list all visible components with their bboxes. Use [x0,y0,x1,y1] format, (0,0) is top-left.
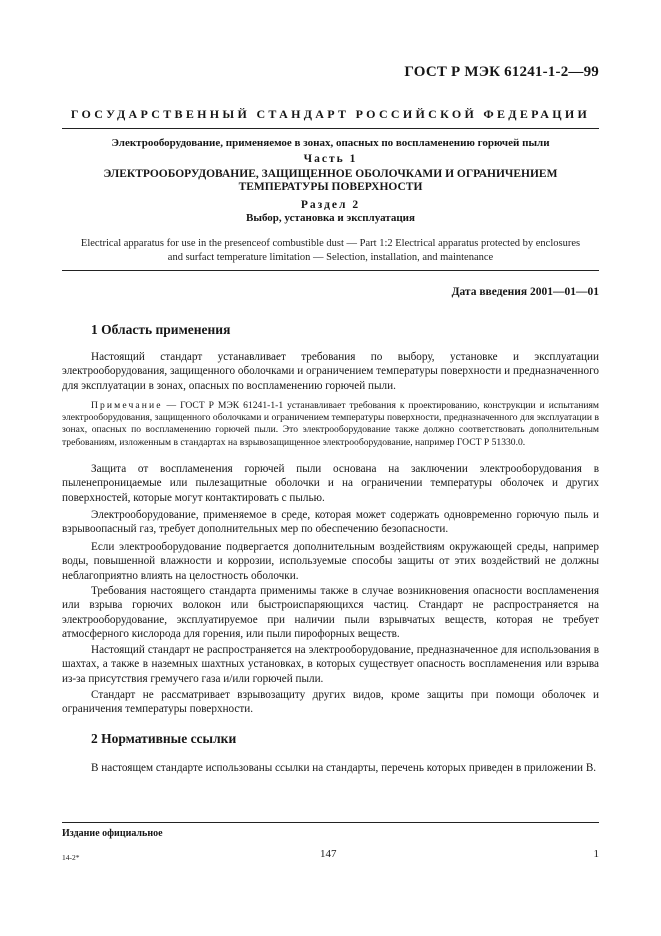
section-title: Выбор, установка и эксплуатация [246,212,415,224]
print-code: 14-2* [62,853,80,862]
section1-paragraph-3: Электрооборудование, применяемое в среде, которая может содержать одновременно горючую пыль и взрывоопасный газ, требует дополнительных мер по обеспечению безопасности. [62,509,599,536]
section1-paragraph-5: Требования настоящего стандарта применимы также в случае возникновения опасности воспламенения или взрыва горючих волокон или быстроиспаряющихся частиц. Стандарт не распространяется на электрооборудование, эксплуатируемое при наличии пыли взрывчатых веществ, которая не требует атмосферного кислорода для горения, или пыли пирофорных веществ. [62,585,599,640]
footer-rule [62,822,599,823]
header-rule [62,128,599,129]
section1-paragraph-6: Настоящий стандарт не распространяется на электрооборудование, предназначенное для использования в шахтах, а также в наземных шахтных установках, в которых существует опасность воспламенения или взрыва из-за присутствия гремучего газа и/или горючей пыли. [62,644,599,685]
page-number: 1 [593,848,599,860]
section1-paragraph-7: Стандарт не рассматривает взрывозащиту других видов, кроме защиты при помощи оболочек и ограничения температуры поверхности. [62,689,599,716]
section1-paragraph-2: Защита от воспламенения горючей пыли основана на заключении электрооборудования в пыленепроницаемые или пылезащитные оболочки и на ограничении температуры оболочек и других поверхностей, которые могут контактировать с пылью. [62,463,599,504]
introduction-date: Дата введения 2001—01—01 [451,286,599,298]
document-code: ГОСТ Р МЭК 61241-1-2—99 [404,64,599,80]
english-title: Electrical apparatus for use in the presenceof combustible dust — Part 1:2 Electrical apparatus protected by enclosures and surfact temperature limitation — Selection, installation, and maintenance [80,238,581,263]
note-lead: Примечание [91,400,163,411]
title-rule [62,270,599,271]
official-edition-label: Издание официальное [62,828,163,839]
section-label: Раздел 2 [300,199,361,211]
section1-note [62,400,599,449]
state-standard-title: ГОСУДАРСТВЕННЫЙ СТАНДАРТ РОССИЙСКОЙ ФЕДЕРАЦИИ [70,107,591,121]
part-label: Часть 1 [303,153,358,165]
sequence-page-number: 147 [320,848,337,860]
section1-paragraph-1: Настоящий стандарт устанавливает требования по выбору, установке и эксплуатации электрооборудования, защищенного оболочками и ограничением температуры поверхности и предназначенного для эксплуатации в зонах, опасных по воспламенению горючей пыли. [62,351,599,392]
standard-main-title: ЭЛЕКТРООБОРУДОВАНИЕ, ЗАЩИЩЕННОЕ ОБОЛОЧКАМИ И ОГРАНИЧЕНИЕМ ТЕМПЕРАТУРЫ ПОВЕРХНОСТИ [103,168,558,193]
standard-subject: Электрооборудование, применяемое в зонах, опасных по воспламенению горючей пыли [111,137,550,149]
section1-paragraph-4: Если электрооборудование подвергается дополнительным воздействиям окружающей среды, например воды, повышенной влажности и коррозии, используемые способы защиты от этих воздействий не должны неблагоприятно влиять на целостность оболочки. [62,541,599,582]
section2-heading: 2 Нормативные ссылки [91,731,237,746]
section1-heading: 1 Область применения [91,322,231,337]
note-text: — ГОСТ Р МЭК 61241-1-1 устанавливает требования к проектированию, конструкции и испытаниям электрооборудования, защищенного оболочками и ограничением температуры поверхности, предназначенного для эксплуатации в зонах, опасных по воспламенению горючей пыли. Это электрооборудование также должно соответствовать дополнительным требованиям, изложенным в стандартах на взрывозащищенное электрооборудование, например ГОСТ Р 51330.0. [62,400,599,448]
section2-paragraph-1: В настоящем стандарте использованы ссылки на стандарты, перечень которых приведен в приложении В. [91,762,597,774]
